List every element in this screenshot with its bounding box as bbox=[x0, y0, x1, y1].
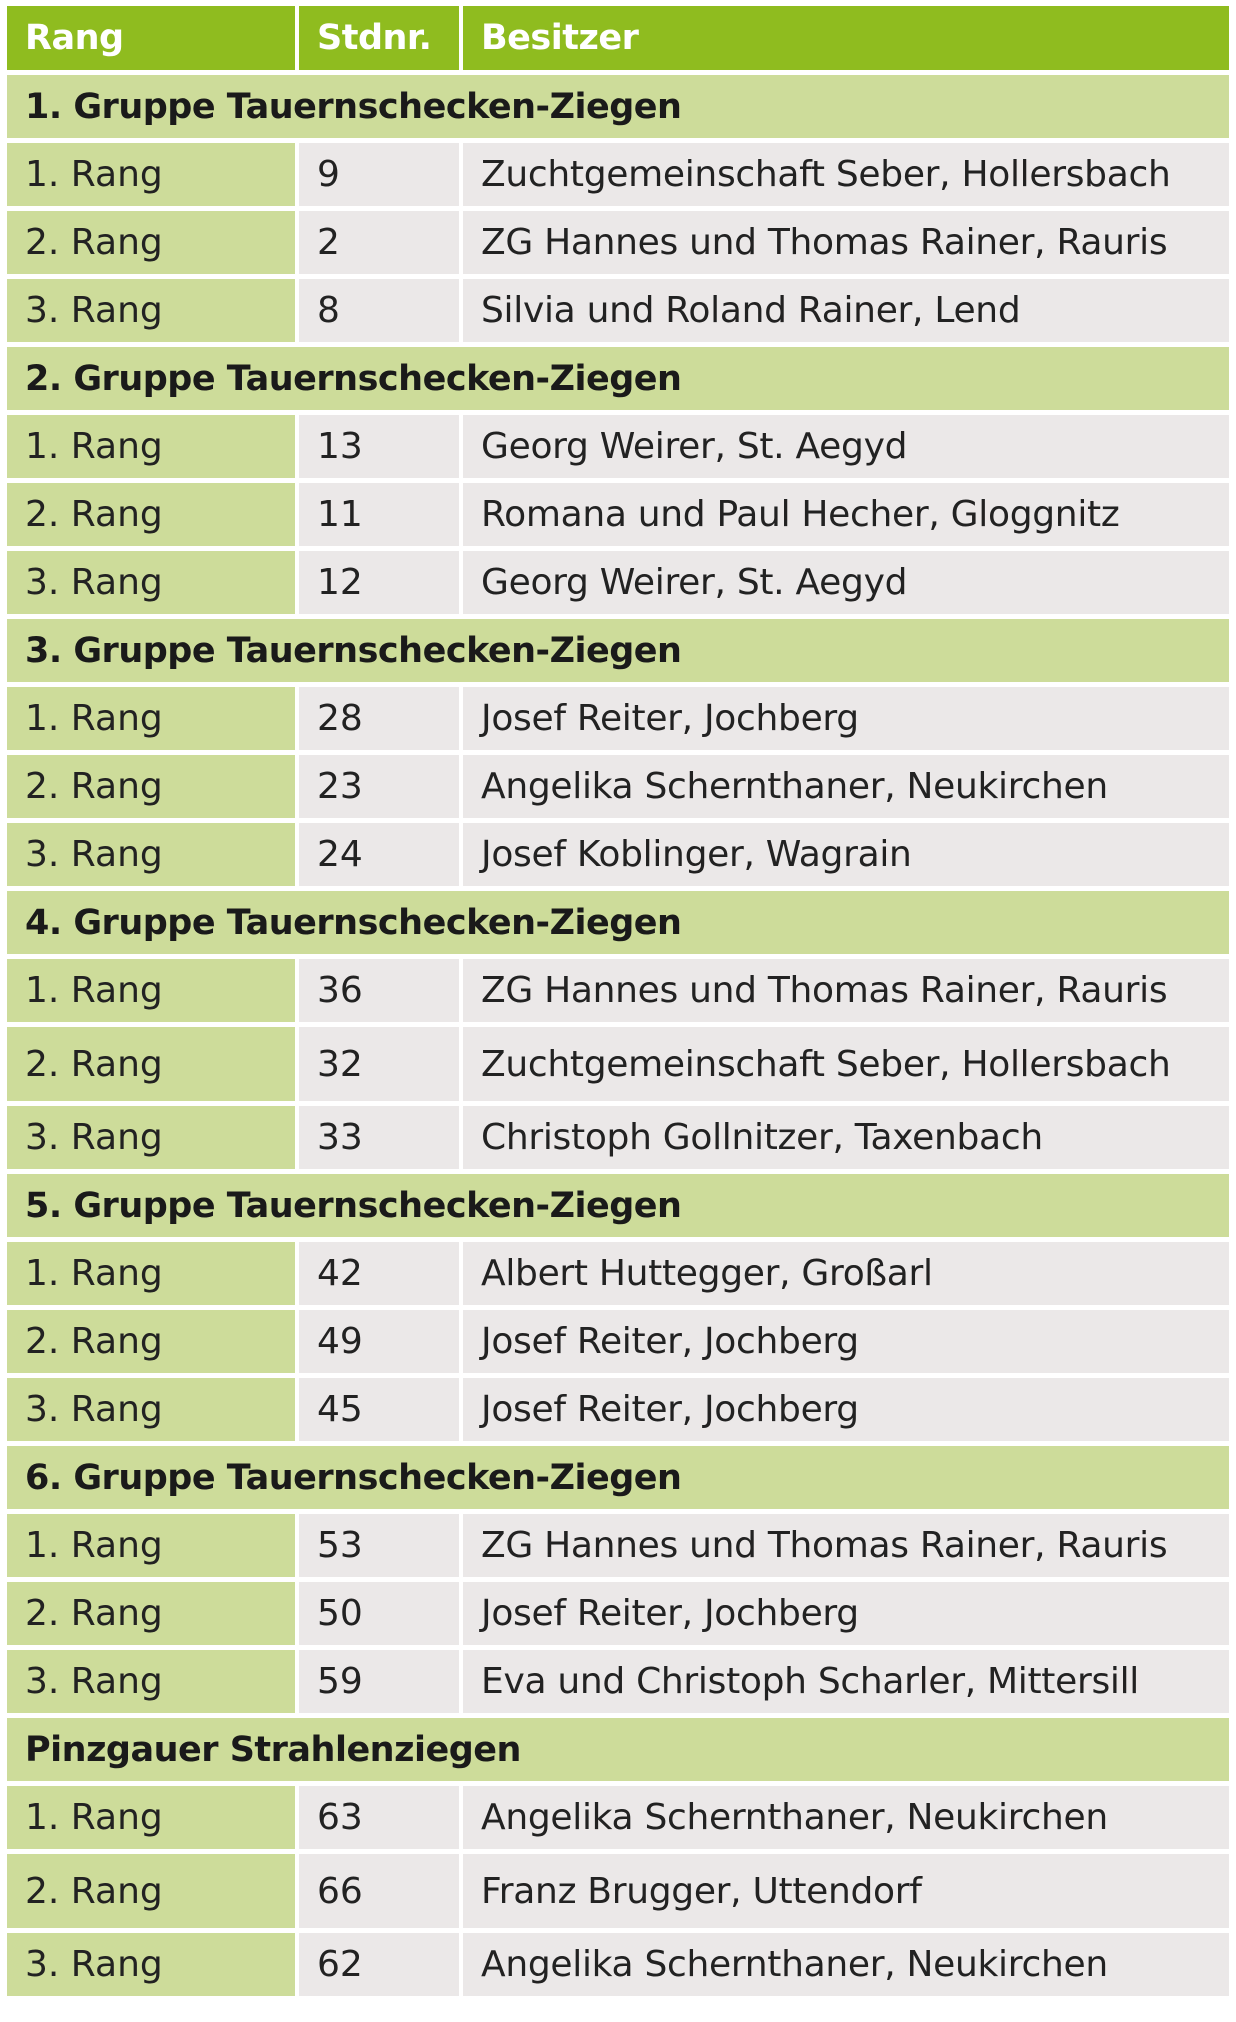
stdnr-cell: 24 bbox=[299, 823, 459, 886]
rank-cell: 3. Rang bbox=[7, 551, 295, 614]
group-title: 2. Gruppe Tauernschecken-Ziegen bbox=[7, 347, 1229, 410]
rank-cell: 2. Rang bbox=[7, 1582, 295, 1645]
table-row bbox=[7, 823, 1229, 886]
group-title: 4. Gruppe Tauernschecken-Ziegen bbox=[7, 891, 1229, 954]
rank-cell: 2. Rang bbox=[7, 211, 295, 274]
owner-cell: Silvia und Roland Rainer, Lend bbox=[463, 279, 1229, 342]
table-row bbox=[7, 959, 1229, 1022]
group-header bbox=[7, 347, 1229, 410]
table-row bbox=[7, 1514, 1229, 1577]
owner-cell: ZG Hannes und Thomas Rainer, Rauris bbox=[463, 1514, 1229, 1577]
rank-cell: 2. Rang bbox=[7, 755, 295, 818]
stdnr-cell: 42 bbox=[299, 1242, 459, 1305]
group-title: Pinzgauer Strahlenziegen bbox=[7, 1718, 1229, 1781]
table-row bbox=[7, 1933, 1229, 1996]
stdnr-cell: 36 bbox=[299, 959, 459, 1022]
rank-cell: 1. Rang bbox=[7, 415, 295, 478]
owner-cell: Georg Weirer, St. Aegyd bbox=[463, 415, 1229, 478]
stdnr-cell: 23 bbox=[299, 755, 459, 818]
rank-cell: 3. Rang bbox=[7, 279, 295, 342]
group-title: 5. Gruppe Tauernschecken-Ziegen bbox=[7, 1174, 1229, 1237]
table-row bbox=[7, 1378, 1229, 1441]
owner-cell: Angelika Schernthaner, Neukirchen bbox=[463, 1933, 1229, 1996]
rank-cell: 1. Rang bbox=[7, 1786, 295, 1849]
rank-cell: 3. Rang bbox=[7, 1106, 295, 1169]
stdnr-cell: 28 bbox=[299, 687, 459, 750]
owner-cell: Josef Reiter, Jochberg bbox=[463, 1582, 1229, 1645]
group-header bbox=[7, 891, 1229, 954]
group-title: 3. Gruppe Tauernschecken-Ziegen bbox=[7, 619, 1229, 682]
stdnr-cell: 63 bbox=[299, 1786, 459, 1849]
rank-cell: 1. Rang bbox=[7, 959, 295, 1022]
owner-cell: Albert Huttegger, Großarl bbox=[463, 1242, 1229, 1305]
group-header bbox=[7, 1718, 1229, 1781]
stdnr-cell: 66 bbox=[299, 1854, 459, 1928]
table-row bbox=[7, 415, 1229, 478]
table-row bbox=[7, 755, 1229, 818]
rank-cell: 3. Rang bbox=[7, 1650, 295, 1713]
rank-cell: 1. Rang bbox=[7, 1242, 295, 1305]
table-row bbox=[7, 1106, 1229, 1169]
stdnr-cell: 53 bbox=[299, 1514, 459, 1577]
table-row bbox=[7, 211, 1229, 274]
rank-cell: 2. Rang bbox=[7, 1310, 295, 1373]
stdnr-cell: 9 bbox=[299, 143, 459, 206]
owner-cell: Zuchtgemeinschaft Seber, Hollersbach bbox=[463, 1027, 1229, 1101]
group-title: 6. Gruppe Tauernschecken-Ziegen bbox=[7, 1446, 1229, 1509]
stdnr-cell: 2 bbox=[299, 211, 459, 274]
rank-cell: 1. Rang bbox=[7, 1514, 295, 1577]
stdnr-cell: 11 bbox=[299, 483, 459, 546]
table-row bbox=[7, 143, 1229, 206]
rank-cell: 1. Rang bbox=[7, 687, 295, 750]
group-header bbox=[7, 1446, 1229, 1509]
stdnr-cell: 8 bbox=[299, 279, 459, 342]
owner-cell: Georg Weirer, St. Aegyd bbox=[463, 551, 1229, 614]
rank-cell: 3. Rang bbox=[7, 1933, 295, 1996]
stdnr-cell: 45 bbox=[299, 1378, 459, 1441]
owner-cell: Romana und Paul Hecher, Gloggnitz bbox=[463, 483, 1229, 546]
table-row bbox=[7, 1027, 1229, 1101]
table-row bbox=[7, 1310, 1229, 1373]
rank-cell: 3. Rang bbox=[7, 823, 295, 886]
table-row bbox=[7, 279, 1229, 342]
table-row bbox=[7, 1786, 1229, 1849]
stdnr-cell: 32 bbox=[299, 1027, 459, 1101]
header-owner: Besitzer bbox=[463, 6, 1229, 70]
rank-cell: 2. Rang bbox=[7, 1854, 295, 1928]
stdnr-cell: 13 bbox=[299, 415, 459, 478]
rank-cell: 1. Rang bbox=[7, 143, 295, 206]
stdnr-cell: 50 bbox=[299, 1582, 459, 1645]
stdnr-cell: 62 bbox=[299, 1933, 459, 1996]
table-row bbox=[7, 551, 1229, 614]
owner-cell: Josef Koblinger, Wagrain bbox=[463, 823, 1229, 886]
table-row bbox=[7, 1242, 1229, 1305]
header-stdnr: Stdnr. bbox=[299, 6, 459, 70]
owner-cell: Christoph Gollnitzer, Taxenbach bbox=[463, 1106, 1229, 1169]
table-row bbox=[7, 1650, 1229, 1713]
table-body bbox=[7, 75, 1229, 1996]
group-header bbox=[7, 619, 1229, 682]
rank-cell: 2. Rang bbox=[7, 483, 295, 546]
group-title: 1. Gruppe Tauernschecken-Ziegen bbox=[7, 75, 1229, 138]
table-header bbox=[7, 6, 1229, 70]
table-row bbox=[7, 1854, 1229, 1928]
owner-cell: Josef Reiter, Jochberg bbox=[463, 687, 1229, 750]
table-row bbox=[7, 1582, 1229, 1645]
table-row bbox=[7, 687, 1229, 750]
rank-cell: 2. Rang bbox=[7, 1027, 295, 1101]
owner-cell: Eva und Christoph Scharler, Mittersill bbox=[463, 1650, 1229, 1713]
owner-cell: Angelika Schernthaner, Neukirchen bbox=[463, 1786, 1229, 1849]
owner-cell: Franz Brugger, Uttendorf bbox=[463, 1854, 1229, 1928]
owner-cell: ZG Hannes und Thomas Rainer, Rauris bbox=[463, 959, 1229, 1022]
results-table bbox=[7, 6, 1229, 2001]
owner-cell: Josef Reiter, Jochberg bbox=[463, 1378, 1229, 1441]
rank-cell: 3. Rang bbox=[7, 1378, 295, 1441]
group-header bbox=[7, 75, 1229, 138]
stdnr-cell: 59 bbox=[299, 1650, 459, 1713]
owner-cell: Zuchtgemeinschaft Seber, Hollersbach bbox=[463, 143, 1229, 206]
owner-cell: Angelika Schernthaner, Neukirchen bbox=[463, 755, 1229, 818]
owner-cell: ZG Hannes und Thomas Rainer, Rauris bbox=[463, 211, 1229, 274]
stdnr-cell: 33 bbox=[299, 1106, 459, 1169]
table-row bbox=[7, 483, 1229, 546]
owner-cell: Josef Reiter, Jochberg bbox=[463, 1310, 1229, 1373]
group-header bbox=[7, 1174, 1229, 1237]
stdnr-cell: 12 bbox=[299, 551, 459, 614]
header-rank: Rang bbox=[7, 6, 295, 70]
stdnr-cell: 49 bbox=[299, 1310, 459, 1373]
